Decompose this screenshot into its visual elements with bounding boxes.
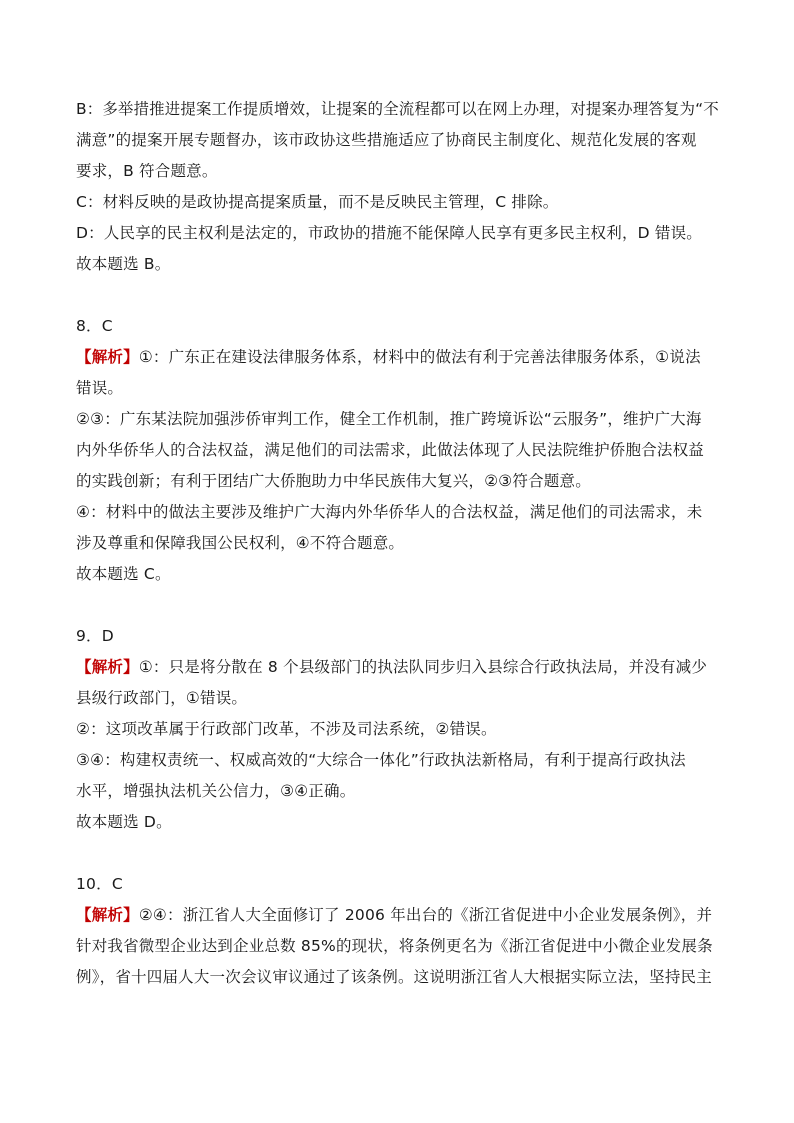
text-line: 水平，增强执法机关公信力，③④正确。 — [76, 782, 356, 800]
analysis-tag: 【解析】 — [76, 658, 139, 676]
analysis-first-line — [76, 900, 720, 931]
question-number: 9．D — [76, 627, 114, 645]
spacer — [76, 590, 720, 621]
text-line: 满意”的提案开展专题督办，该市政协这些措施适应了协商民主制度化、规范化发展的客观 — [76, 131, 697, 149]
text-line: 针对我省微型企业达到企业总数 85%的现状，将条例更名为《浙江省促进中小微企业发展条 — [76, 937, 713, 955]
analysis-tag: 【解析】 — [76, 348, 139, 366]
text-line: 例》，省十四届人大一次会议审议通过了该条例。这说明浙江省人大根据实际立法，坚持民主 — [76, 968, 712, 986]
conclusion-line: 故本题选 D。 — [76, 813, 172, 831]
analysis-first-line — [76, 652, 720, 683]
analysis-block-prev — [76, 94, 720, 280]
conclusion-line: 故本题选 B。 — [76, 255, 171, 273]
analysis-text: ①：广东正在建设法律服务体系，材料中的做法有利于完善法律服务体系，①说法 — [138, 348, 701, 366]
text-line: ②：这项改革属于行政部门改革，不涉及司法系统，②错误。 — [76, 720, 497, 738]
text-line: C：材料反映的是政协提高提案质量，而不是反映民主管理，C 排除。 — [76, 193, 559, 211]
text-line: 要求，B 符合题意。 — [76, 162, 218, 180]
text-line: D：人民享的民主权利是法定的，市政协的措施不能保障人民享有更多民主权利，D 错误。 — [76, 224, 703, 242]
analysis-text: ②④：浙江省人大全面修订了 2006 年出台的《浙江省促进中小企业发展条例》，并 — [138, 906, 713, 924]
answer-analysis — [76, 94, 720, 993]
analysis-first-line — [76, 342, 720, 373]
analysis-block-q8 — [76, 311, 720, 590]
analysis-text: ①：只是将分散在 8 个县级部门的执法队同步归入县综合行政执法局，并没有减少 — [138, 658, 708, 676]
analysis-block-q10 — [76, 869, 720, 993]
analysis-block-q9 — [76, 621, 720, 838]
text-line: 的实践创新；有利于团结广大侨胞助力中华民族伟大复兴，②③符合题意。 — [76, 472, 591, 490]
spacer — [76, 838, 720, 869]
text-line: 错误。 — [76, 379, 124, 397]
question-number: 8．C — [76, 317, 113, 335]
question-number: 10．C — [76, 875, 123, 893]
text-line: ②③：广东某法院加强涉侨审判工作，健全工作机制，推广跨境诉讼“云服务”，维护广大海 — [76, 410, 702, 428]
analysis-tag: 【解析】 — [76, 906, 139, 924]
text-line: B：多举措推进提案工作提质增效，让提案的全流程都可以在网上办理，对提案办理答复为“不 — [76, 100, 719, 118]
text-line: 内外华侨华人的合法权益，满足他们的司法需求，此做法体现了人民法院维护侨胞合法权益 — [76, 441, 705, 459]
text-line: ④：材料中的做法主要涉及维护广大海内外华侨华人的合法权益，满足他们的司法需求，未 — [76, 503, 703, 521]
spacer — [76, 280, 720, 311]
text-line: 县级行政部门，①错误。 — [76, 689, 248, 707]
conclusion-line: 故本题选 C。 — [76, 565, 171, 583]
text-line: 涉及尊重和保障我国公民权利，④不符合题意。 — [76, 534, 405, 552]
text-line: ③④：构建权责统一、权威高效的“大综合一体化”行政执法新格局，有利于提高行政执法 — [76, 751, 686, 769]
